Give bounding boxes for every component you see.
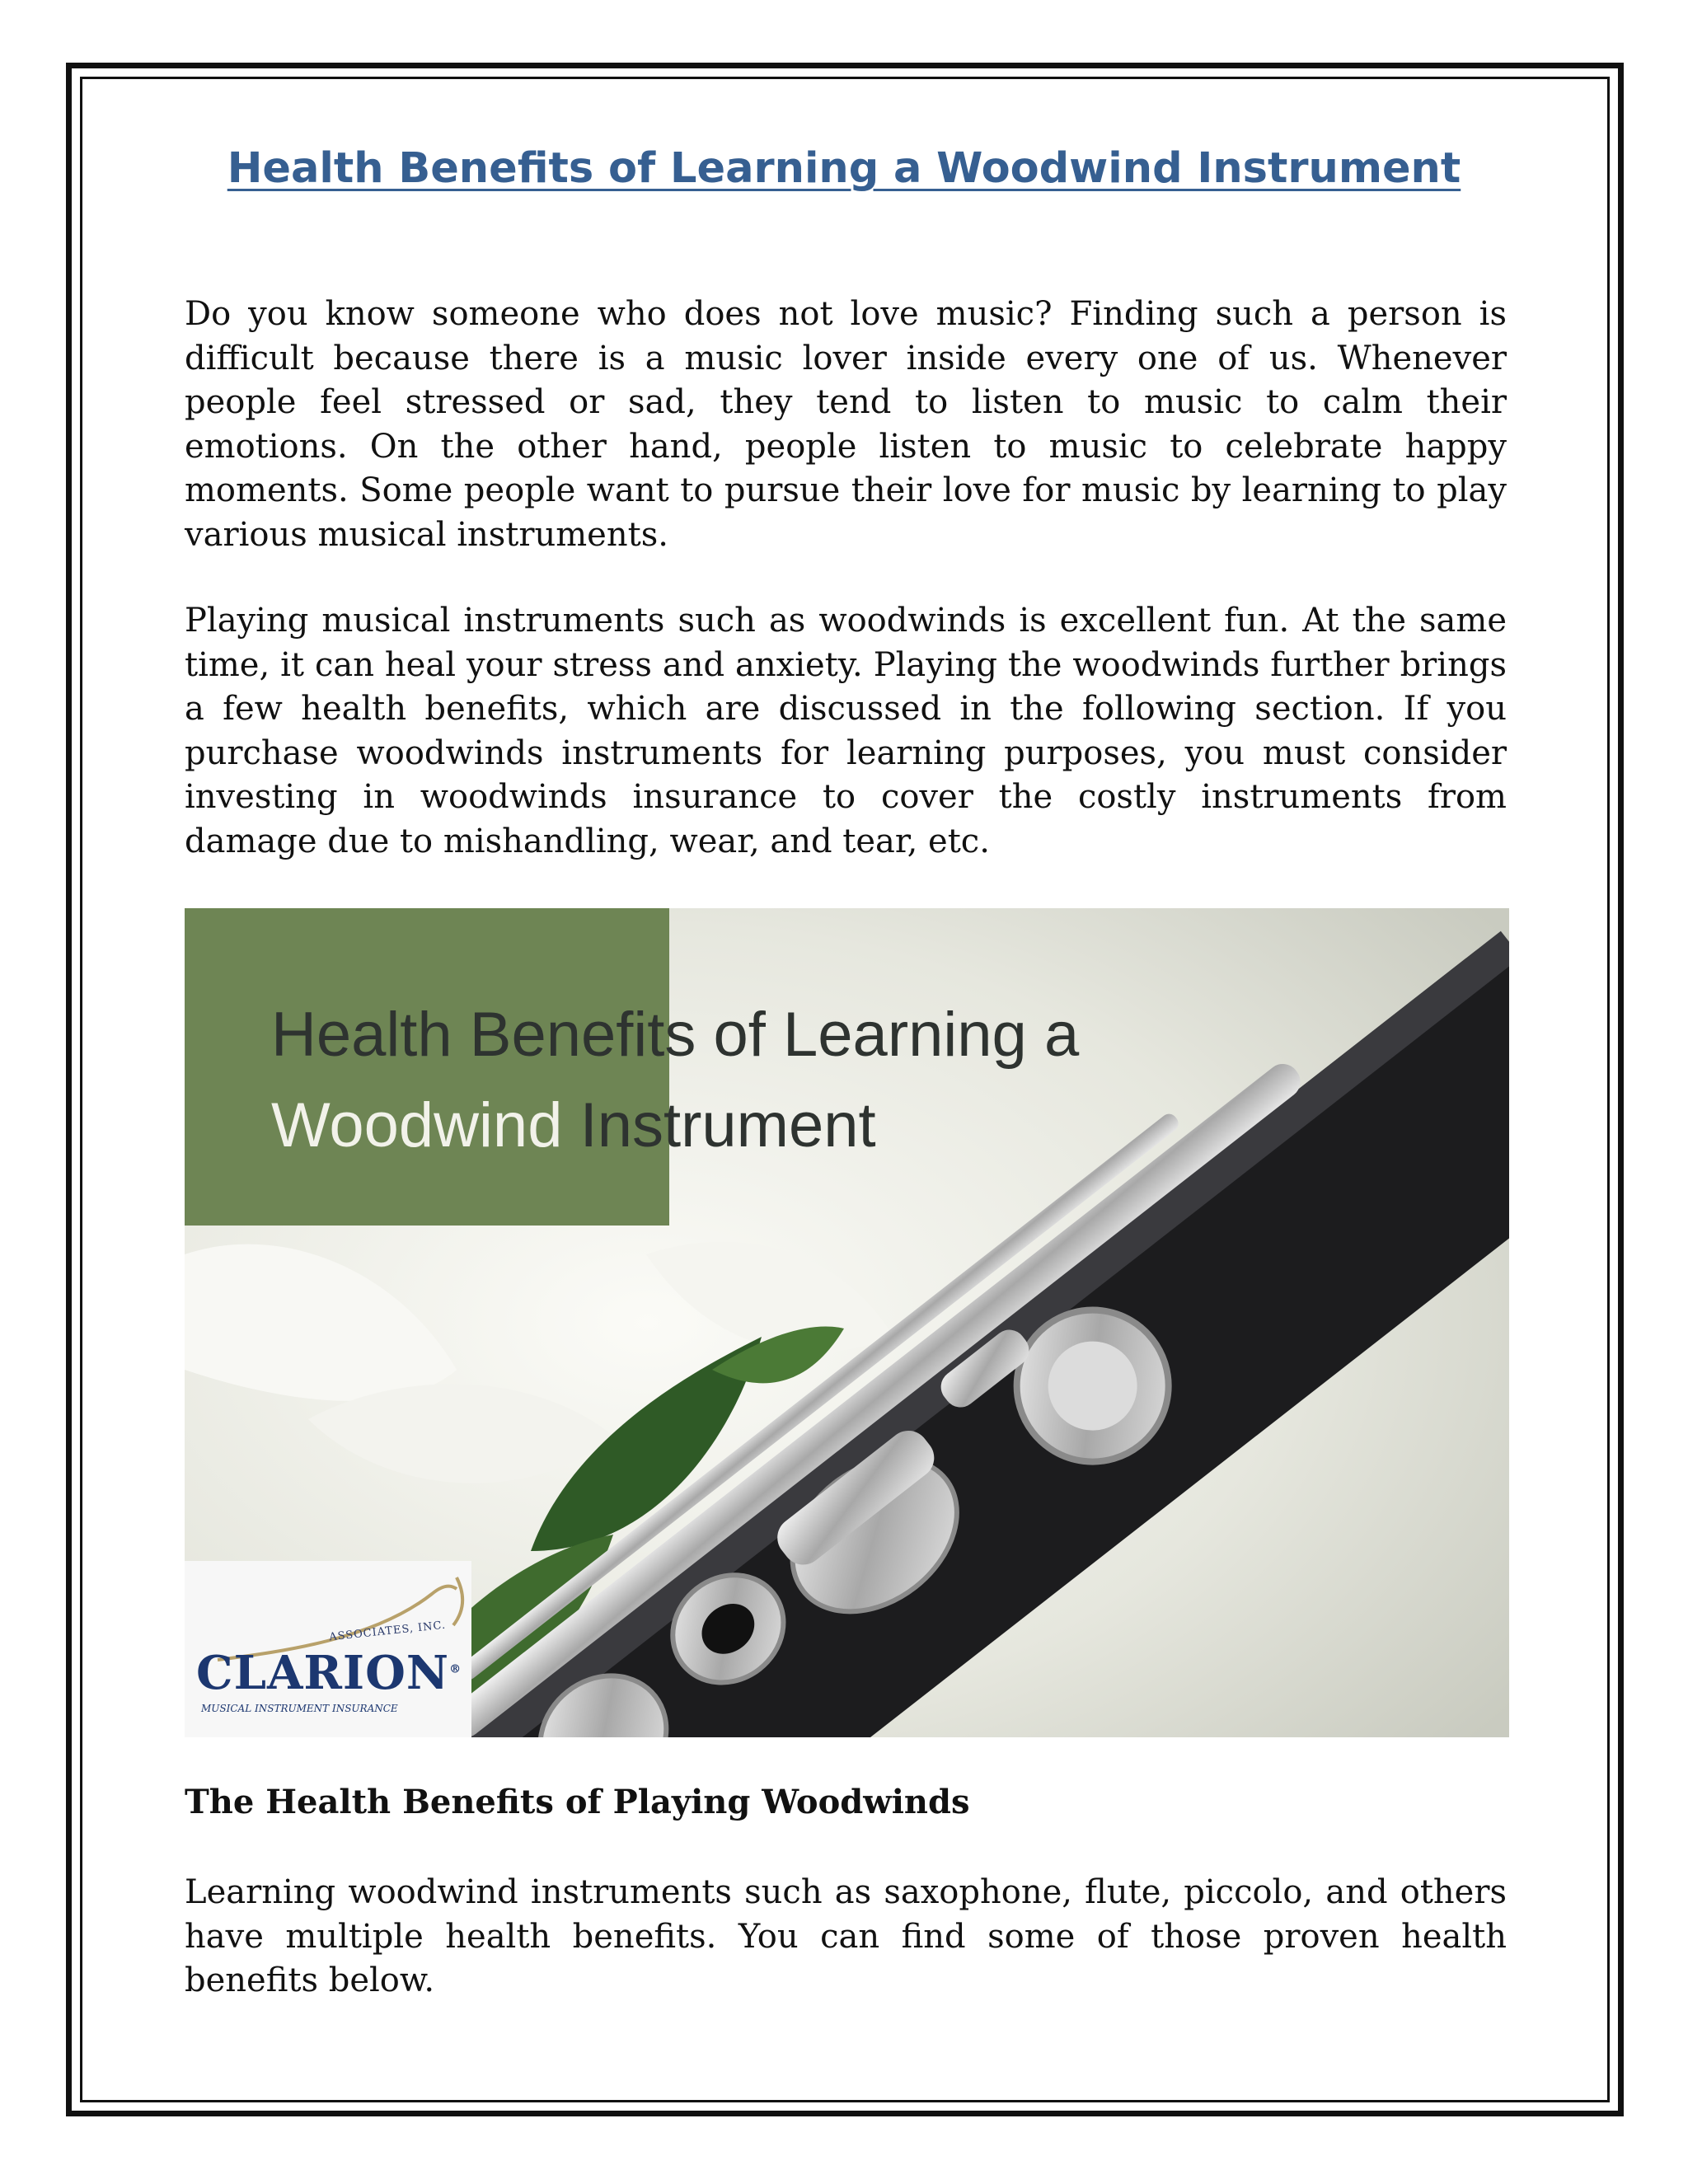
- logo-associates-text: ASSOCIATES, INC.: [328, 1619, 447, 1644]
- banner-title-line-1: Health Benefits of Learning a: [271, 1000, 1080, 1070]
- section-heading: The Health Benefits of Playing Woodwinds: [185, 1783, 970, 1821]
- clarion-logo: [185, 1561, 471, 1737]
- banner-title-line-2: [271, 1090, 876, 1161]
- benefits-intro-paragraph: Learning woodwind instruments such as saxophone, flute, piccolo, and others have multiple health benefits. You can find some of those proven health benefits below.: [185, 1873, 1507, 1999]
- banner-title-word-woodwind: Woodwind: [271, 1090, 563, 1160]
- banner-title-word-instrument: Instrument: [562, 1090, 876, 1160]
- document-title: Health Benefits of Learning a Woodwind Instrument: [227, 144, 1461, 193]
- logo-name: [196, 1646, 462, 1700]
- logo-name-text: CLARION: [196, 1646, 450, 1700]
- banner-image: [185, 908, 1509, 1737]
- woodwinds-paragraph: Playing musical instruments such as woodwinds is excellent fun. At the same time, it can heal your stress and anxiety. Playing the woodwinds further brings a few health benefits, which are discussed in the following section. If you purchase woodwinds instruments for learning purposes, you must consider investing in woodwinds insurance to cover the costly instruments from damage due to mishandling, wear, and tear, etc.: [185, 602, 1507, 860]
- logo-registered-mark: ®: [449, 1662, 462, 1676]
- intro-paragraph: Do you know someone who does not love music? Finding such a person is difficult because there is a music lover inside every one of us. Whenever people feel stressed or sad, they tend to listen to music to calm their emotions. On the other hand, people listen to music to celebrate happy moments. Some people want to pursue their love for music by learning to play various musical instruments.: [185, 295, 1507, 554]
- logo-subtitle: MUSICAL INSTRUMENT INSURANCE: [201, 1703, 398, 1714]
